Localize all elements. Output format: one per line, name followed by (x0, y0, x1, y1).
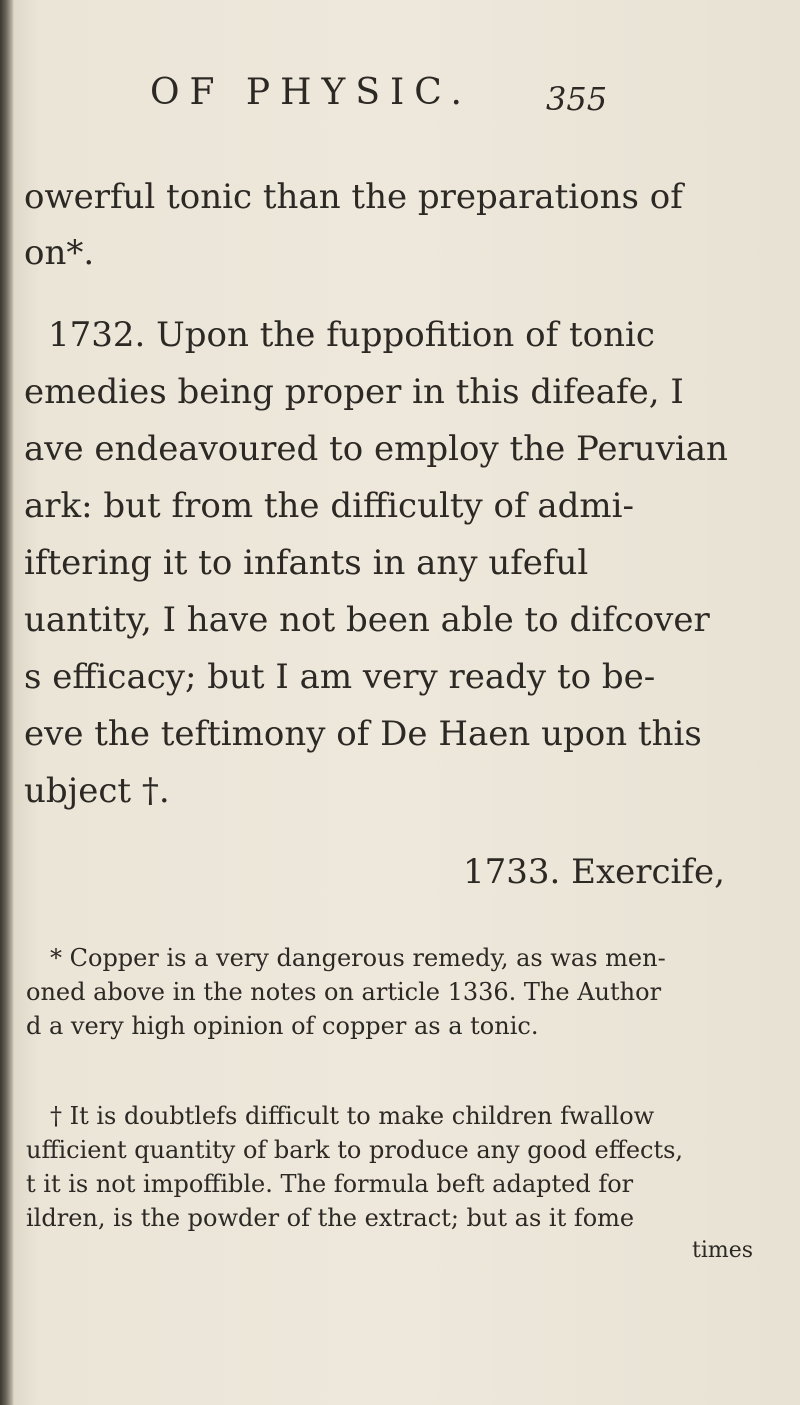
text-line: s efficacy; but I am very ready to be- (24, 657, 656, 697)
text-line: ark: but from the difficulty of admi- (24, 486, 635, 526)
running-head: OF PHYSIC. (150, 72, 472, 113)
footnote-line: d a very high opinion of copper as a tonic. (26, 1012, 539, 1040)
text-line: on*. (24, 233, 95, 273)
footnote-catchword: times (692, 1238, 754, 1263)
page-number: 355 (546, 80, 608, 118)
footnote-line: ufficient quantity of bark to produce any good effects, (26, 1136, 684, 1164)
text-line: uantity, I have not been able to difcover (24, 600, 710, 640)
footnote-line: ildren, is the powder of the extract; but as it fome (26, 1204, 635, 1232)
text-line: eve the teftimony of De Haen upon this (24, 714, 702, 754)
text-line: owerful tonic than the preparations of (24, 177, 683, 217)
text-line: 1732. Upon the fuppofition of tonic (48, 315, 655, 355)
text-line: emedies being proper in this difeafe, I (24, 372, 684, 412)
catchword: 1733. Exercife, (463, 852, 725, 892)
text-line: ubject †. (24, 771, 170, 811)
text-line: iftering it to infants in any ufeful (24, 543, 589, 583)
footnote-line: † It is doubtlefs difficult to make children fwallow (50, 1102, 655, 1130)
footnote-line: oned above in the notes on article 1336. The Author (26, 978, 662, 1006)
text-line: ave endeavoured to employ the Peruvian (24, 429, 728, 469)
footnote-line: t it is not impoffible. The formula beft adapted for (26, 1170, 634, 1198)
footnote-line: * Copper is a very dangerous remedy, as was men- (50, 944, 666, 972)
binding-gutter (0, 0, 14, 1405)
